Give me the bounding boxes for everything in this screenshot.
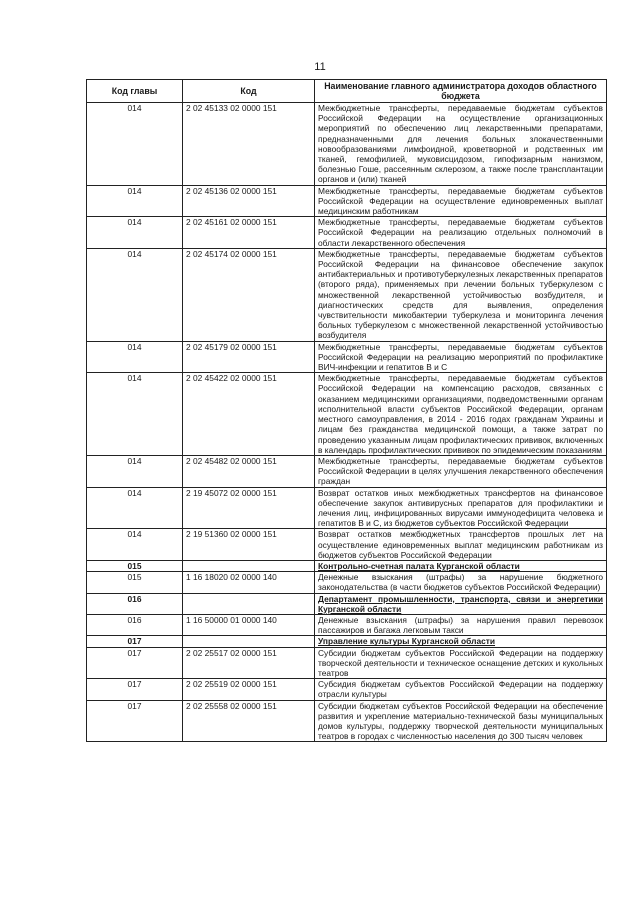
table-row	[87, 487, 607, 529]
table-row	[87, 341, 607, 373]
budget-code-cell	[183, 593, 315, 614]
description-cell: Субсидия бюджетам субъектов Российской Федерации на поддержку отрасли культуры	[315, 679, 607, 700]
budget-code-cell: 2 02 45174 02 0000 151	[183, 248, 315, 341]
description-cell: Субсидии бюджетам субъектов Российской Федерации на обеспечение развития и укрепление материально-технической базы муниципальных домов культуры, поддержку творческой деятельности муниципальных театров в городах с численностью населения до 300 тысяч человек	[315, 700, 607, 742]
revenue-administrators-table	[86, 79, 607, 742]
chapter-code-cell: 015	[87, 560, 183, 571]
section-row	[87, 560, 607, 571]
chapter-code-cell: 014	[87, 373, 183, 456]
header-code: Код	[183, 80, 315, 103]
description-cell: Субсидии бюджетам субъектов Российской Федерации на поддержку творческой деятельности и техническое оснащение детских и кукольных театров	[315, 647, 607, 679]
budget-code-cell: 2 02 25517 02 0000 151	[183, 647, 315, 679]
chapter-code-cell: 017	[87, 679, 183, 700]
budget-code-cell	[183, 560, 315, 571]
table-row	[87, 373, 607, 456]
header-chapter-code: Код главы	[87, 80, 183, 103]
budget-code-cell: 2 02 25558 02 0000 151	[183, 700, 315, 742]
description-cell: Возврат остатков межбюджетных трансфертов прошлых лет на осуществление единовременных выплат медицинским работникам из бюджетов субъектов Российской Федерации	[315, 529, 607, 561]
chapter-code-cell: 016	[87, 593, 183, 614]
description-cell: Департамент промышленности, транспорта, связи и энергетики Курганской области	[315, 593, 607, 614]
budget-code-cell: 2 19 45072 02 0000 151	[183, 487, 315, 529]
description-cell: Межбюджетные трансферты, передаваемые бюджетам субъектов Российской Федерации на осуществление организационных мероприятий по обеспечению лиц лекарственными препаратами, предназначенными для лечения больных злокачественными новообразованиями лимфоидной, кроветворной и родственных им тканей, гемофилией, муковисцидозом, гипофизарным нанизмом, болезнью Гоше, рассеянным склерозом, а также после трансплантации органов и (или) тканей	[315, 103, 607, 186]
table-row	[87, 455, 607, 487]
budget-code-cell: 2 02 45133 02 0000 151	[183, 103, 315, 186]
chapter-code-cell: 014	[87, 185, 183, 217]
table-row	[87, 647, 607, 679]
chapter-code-cell: 014	[87, 341, 183, 373]
table-row	[87, 103, 607, 186]
header-administrator-name: Наименование главного администратора доходов областного бюджета	[315, 80, 607, 103]
table-row	[87, 572, 607, 593]
description-cell: Межбюджетные трансферты, передаваемые бюджетам субъектов Российской Федерации на финансовое обеспечение закупок антибактериальных и противотуберкулезных лекарственных препаратов (второго ряда), применяемых при лечении больных туберкулезом с множественной лекарственной устойчивостью возбудителя, и диагностических средств для выявления, определения чувствительности микобактерии туберкулеза и мониторинга лечения больных туберкулезом с множественной лекарственной устойчивостью возбудителя	[315, 248, 607, 341]
table-row	[87, 614, 607, 635]
table-row	[87, 679, 607, 700]
budget-code-cell: 2 02 45136 02 0000 151	[183, 185, 315, 217]
budget-code-cell: 1 16 50000 01 0000 140	[183, 614, 315, 635]
chapter-code-cell: 016	[87, 614, 183, 635]
chapter-code-cell: 017	[87, 647, 183, 679]
table-row	[87, 248, 607, 341]
description-cell: Возврат остатков иных межбюджетных трансфертов на финансовое обеспечение закупок антивирусных препаратов для профилактики и лечения лиц, инфицированных вирусами иммунодефицита человека и гепатитов В и С, из бюджетов субъектов Российской Федерации	[315, 487, 607, 529]
chapter-code-cell: 014	[87, 103, 183, 186]
budget-code-cell: 2 02 45482 02 0000 151	[183, 455, 315, 487]
budget-code-cell: 2 02 45179 02 0000 151	[183, 341, 315, 373]
description-cell: Межбюджетные трансферты, передаваемые бюджетам субъектов Российской Федерации на реализацию отдельных полномочий в области лекарственного обеспечения	[315, 217, 607, 249]
chapter-code-cell: 014	[87, 455, 183, 487]
table-header-row	[87, 80, 607, 103]
description-cell: Межбюджетные трансферты, передаваемые бюджетам субъектов Российской Федерации на компенсацию расходов, связанных с оказанием медицинскими организациями, подведомственными органам исполнительной власти субъектов Российской Федерации, органам местного самоуправления, в 2014 - 2016 годах гражданам Украины и лицам без гражданства медицинской помощи, а также затрат по проведению указанным лицам профилактических прививок, включенных в календарь профилактических прививок по эпидемическим показаниям	[315, 373, 607, 456]
description-cell: Управление культуры Курганской области	[315, 636, 607, 647]
table-row	[87, 217, 607, 249]
table-row	[87, 185, 607, 217]
description-cell: Денежные взыскания (штрафы) за нарушения правил перевозок пассажиров и багажа легковым такси	[315, 614, 607, 635]
section-row	[87, 593, 607, 614]
table-row	[87, 529, 607, 561]
chapter-code-cell: 014	[87, 217, 183, 249]
chapter-code-cell: 017	[87, 700, 183, 742]
description-cell: Контрольно-счетная палата Курганской области	[315, 560, 607, 571]
chapter-code-cell: 014	[87, 529, 183, 561]
page-number: 11	[314, 61, 326, 73]
description-cell: Денежные взыскания (штрафы) за нарушение бюджетного законодательства (в части бюджетов субъектов Российской Федерации)	[315, 572, 607, 593]
description-cell: Межбюджетные трансферты, передаваемые бюджетам субъектов Российской Федерации в целях улучшения лекарственного обеспечения граждан	[315, 455, 607, 487]
chapter-code-cell: 014	[87, 248, 183, 341]
chapter-code-cell: 017	[87, 636, 183, 647]
chapter-code-cell: 014	[87, 487, 183, 529]
budget-code-cell: 2 02 25519 02 0000 151	[183, 679, 315, 700]
description-cell: Межбюджетные трансферты, передаваемые бюджетам субъектов Российской Федерации на осуществление единовременных выплат медицинским работникам	[315, 185, 607, 217]
budget-code-cell: 2 19 51360 02 0000 151	[183, 529, 315, 561]
table-row	[87, 700, 607, 742]
description-cell: Межбюджетные трансферты, передаваемые бюджетам субъектов Российской Федерации на реализацию мероприятий по профилактике ВИЧ-инфекции и гепатитов В и С	[315, 341, 607, 373]
budget-code-cell: 2 02 45422 02 0000 151	[183, 373, 315, 456]
chapter-code-cell: 015	[87, 572, 183, 593]
budget-code-cell: 2 02 45161 02 0000 151	[183, 217, 315, 249]
section-row	[87, 636, 607, 647]
budget-code-cell	[183, 636, 315, 647]
budget-code-cell: 1 16 18020 02 0000 140	[183, 572, 315, 593]
